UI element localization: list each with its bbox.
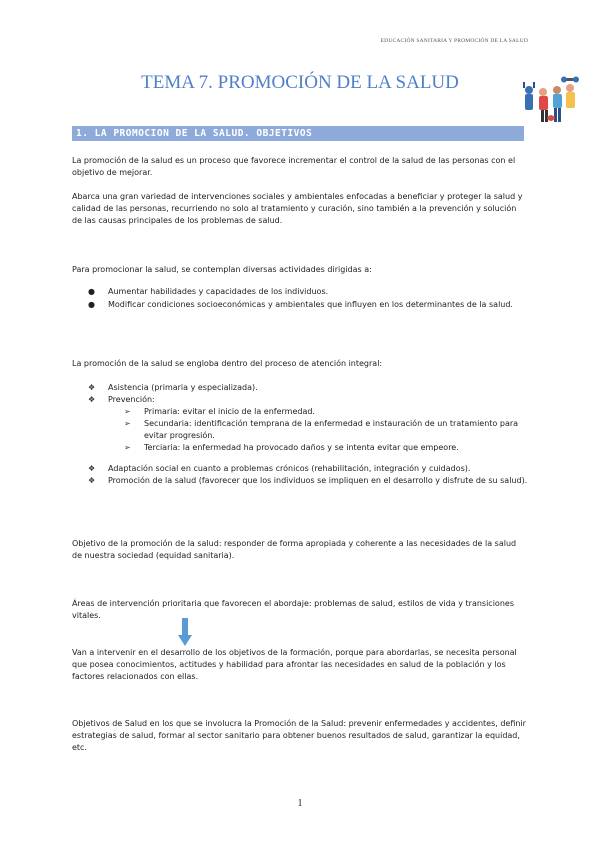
care-list [72,382,528,487]
arrow-bullet-icon: ➢ [124,443,131,452]
paragraph-objective: Objetivo de la promoción de la salud: responder de forma apropiada y coherente a las necesidades de la salud de nuestra sociedad (equidad sanitaria). [72,539,517,560]
list-item [72,299,528,311]
paragraph-integral-care: La promoción de la salud se engloba dentro del proceso de atención integral: [72,359,383,368]
bullet-icon: ● [88,287,95,296]
page-title: TEMA 7. PROMOCIÓN DE LA SALUD [141,72,459,93]
list-item-text: Promoción de la salud (favorecer que los individuos se impliquen en el desarrollo y disfrute de su salud). [108,476,528,485]
diamond-bullet-icon: ❖ [88,395,96,404]
list-item [108,406,528,418]
paragraph-definition: La promoción de la salud es un proceso que favorece incrementar el control de la salud de las personas con el objetivo de mejorar. [72,156,516,177]
list-item-text: Asistencia (primaria y especializada). [108,383,258,392]
paragraph-priority-areas: Áreas de intervención prioritaria que favorecen el abordaje: problemas de salud, estilos de vida y transiciones vitales. [72,599,514,620]
diamond-bullet-icon: ❖ [88,464,96,473]
list-item [72,394,528,454]
diamond-bullet-icon: ❖ [88,476,96,485]
list-item [72,463,528,475]
section-heading: 1. LA PROMOCION DE LA SALUD. OBJETIVOS [72,126,524,141]
paragraph-health-objectives: Objetivos de Salud en los que se involucra la Promoción de la Salud: prevenir enfermedades y accidentes, definir estrategias de salud, formar al sector sanitario para obtener buenos resultados de salud, garantizar la equidad, etc. [72,719,526,752]
list-item-text: Adaptación social en cuanto a problemas crónicos (rehabilitación, integración y cuidados). [108,464,471,473]
list-item-text: Terciaria: la enfermedad ha provocado daños y se intenta evitar que empeore. [144,443,459,452]
prevention-levels-list [108,406,528,454]
list-item [72,286,528,298]
list-item-text: Secundaria: identificación temprana de la enfermedad e instauración de un tratamiento para evitar progresión. [144,419,519,440]
people-exercising-illustration [519,74,579,134]
list-item [108,418,528,442]
list-item-text: Primaria: evitar el inicio de la enfermedad. [144,407,315,416]
bullet-icon: ● [88,300,95,309]
diamond-bullet-icon: ❖ [88,383,96,392]
page-number: 1 [297,798,303,809]
list-item [72,382,528,394]
list-item [108,442,528,454]
arrow-bullet-icon: ➢ [124,407,131,416]
paragraph-scope: Abarca una gran variedad de intervenciones sociales y ambientales enfocadas a beneficiar y proteger la salud y calidad de las personas, recurriendo no solo al tratamiento y curación, sino también a la prevención y solución de las causas principales de los problemas de salud. [72,192,523,225]
list-item-text: Modificar condiciones socioeconómicas y ambientales que influyen en los determinantes de la salud. [108,300,513,309]
paragraph-training: Van a intervenir en el desarrollo de los objetivos de la formación, porque para abordarlas, se necesita personal que posea conocimientos, actitudes y habilidad para afrontar las necesidades en salud de la población y los factores relacionados con ellas. [72,648,517,681]
paragraph-activities-intro: Para promocionar la salud, se contemplan diversas actividades dirigidas a: [72,265,372,274]
list-item-text: Aumentar habilidades y capacidades de los individuos. [108,287,329,296]
arrow-down-icon [178,618,192,646]
activities-list [72,286,528,312]
running-header: EDUCACIÓN SANITARIA Y PROMOCIÓN DE LA SALUD [380,38,528,44]
list-spacer [72,454,528,463]
arrow-bullet-icon: ➢ [124,419,131,428]
list-item-text: Prevención: [108,395,155,404]
list-item [72,475,528,487]
